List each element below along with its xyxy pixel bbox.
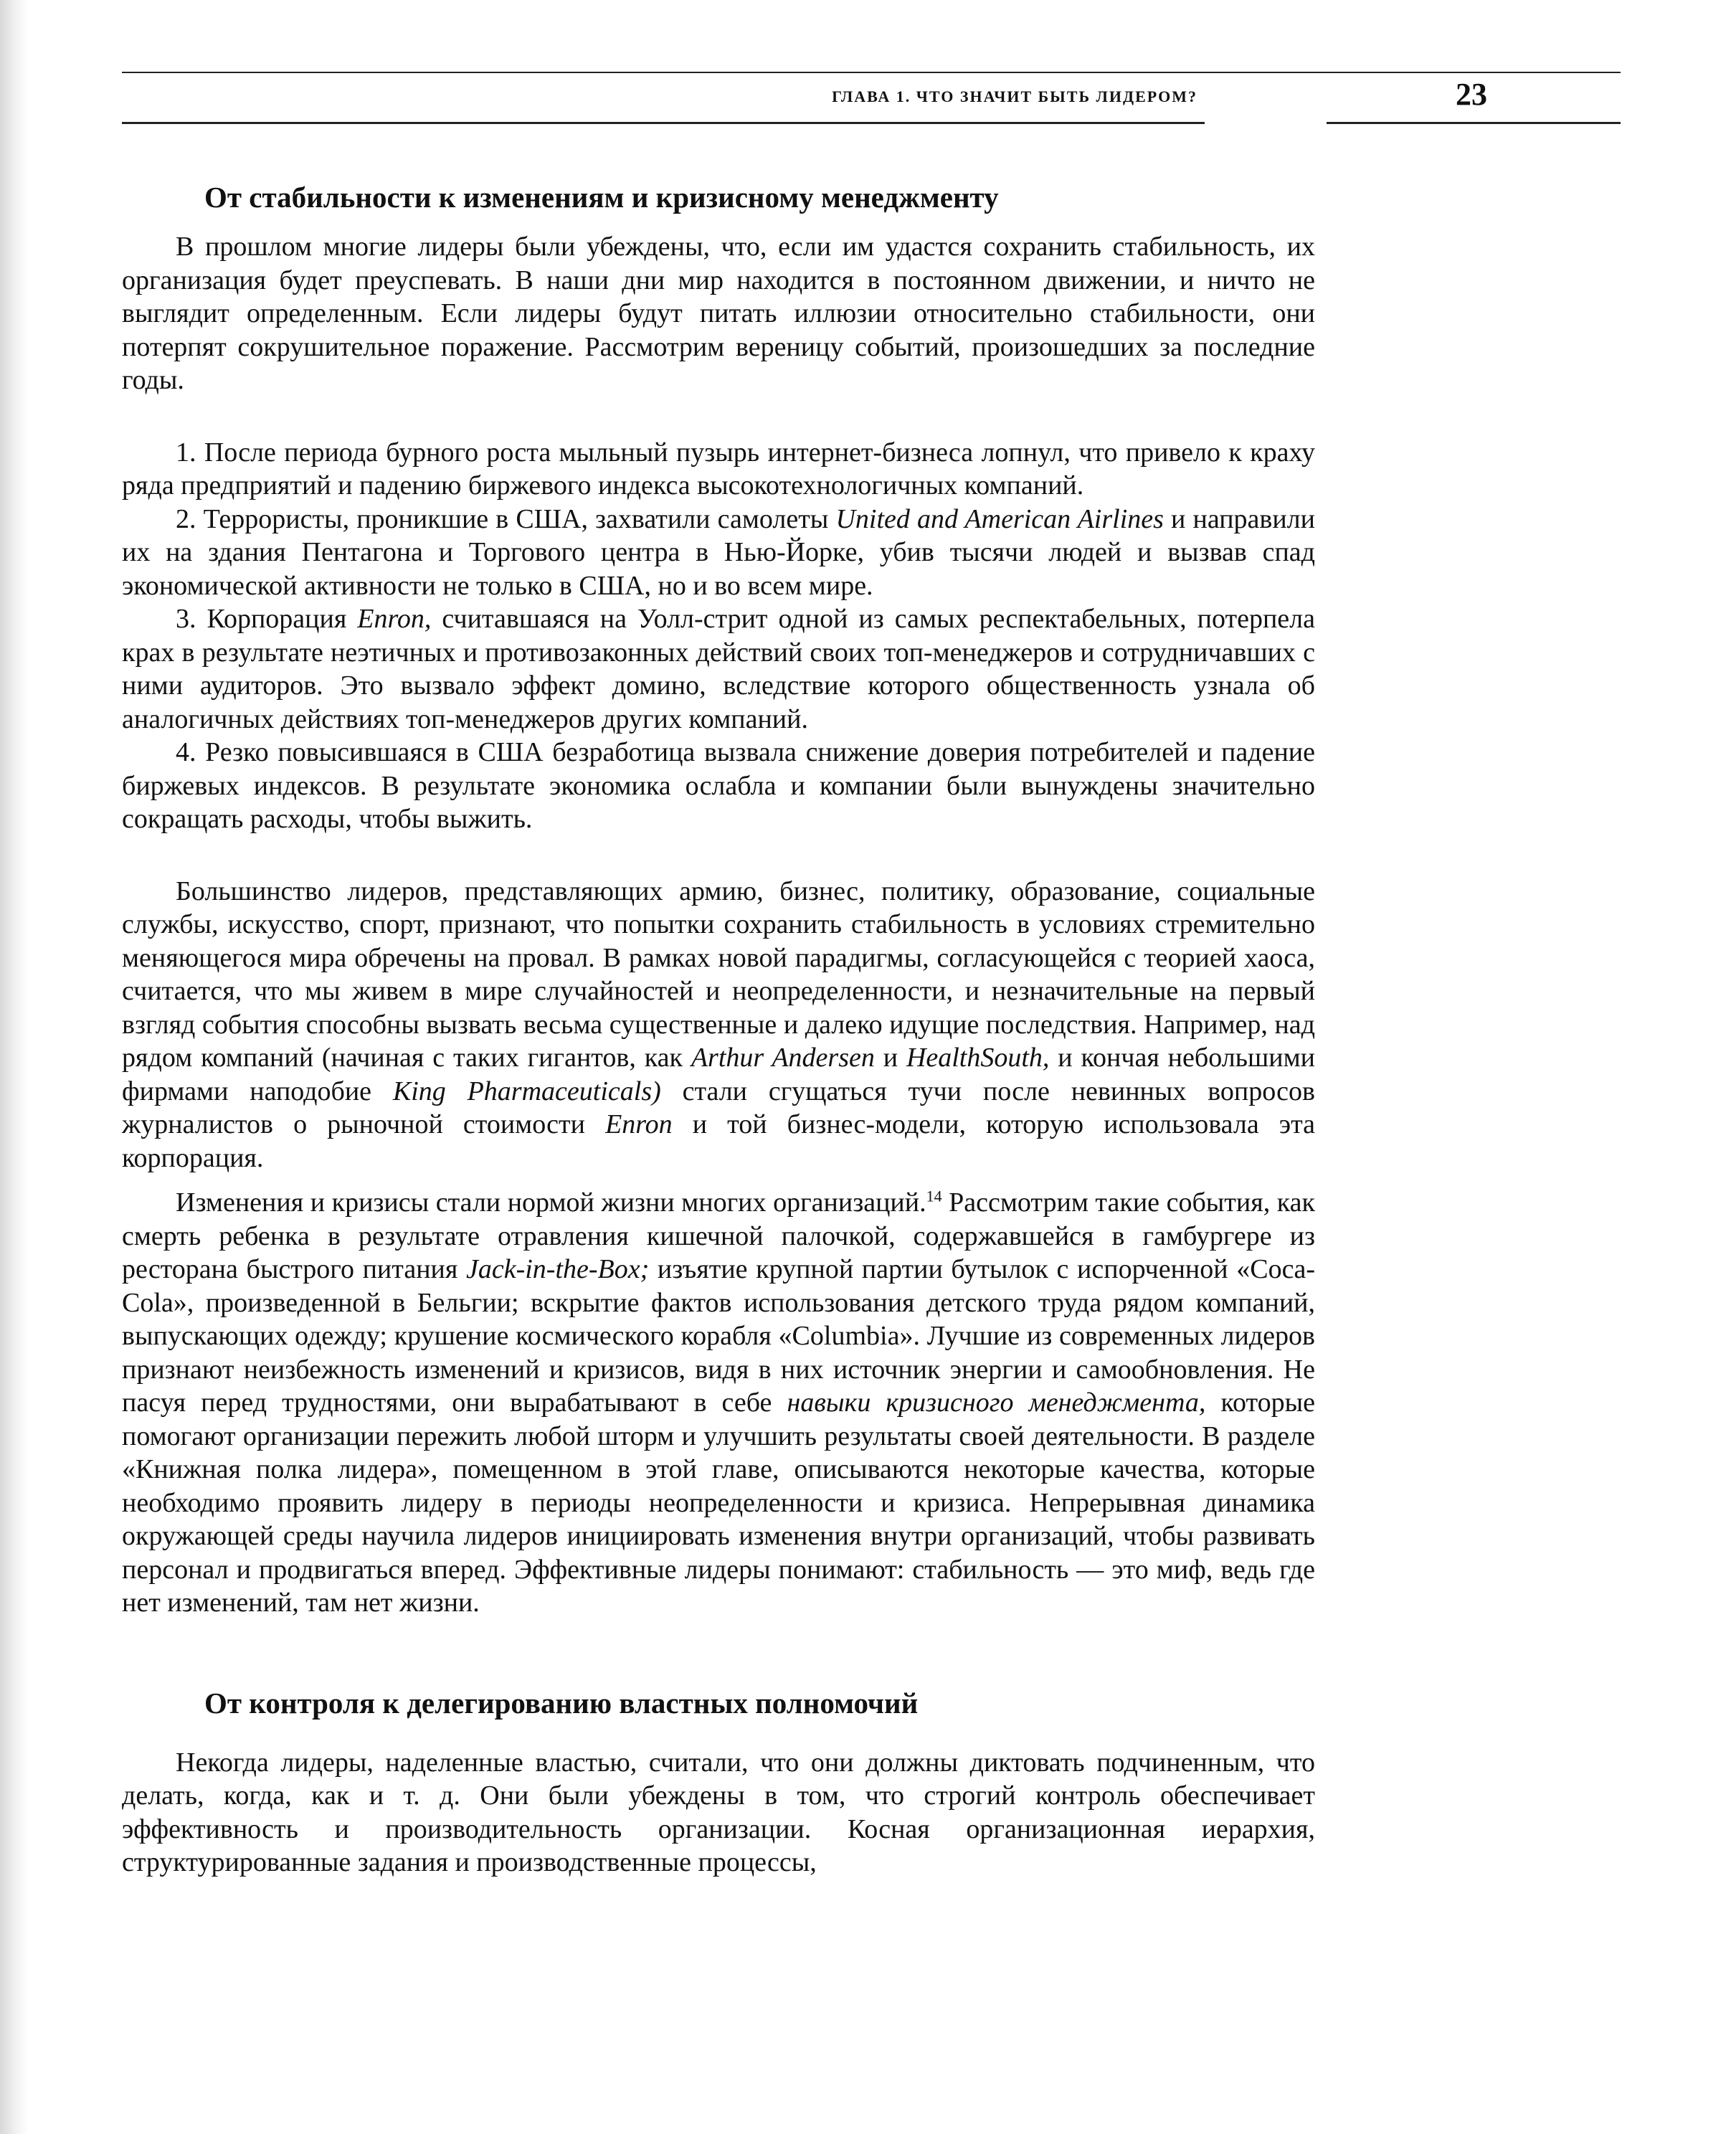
paragraph-chaos-theory: Большинство лидеров, представляющих армию, бизнес, политику, образование, социальные службы, искусство, спорт, признают, что попытки сохранить стабильность в условиях стремительно меняющегося мира обречены на провал. В рамках новой парадигмы, согласующейся с теорией хаоса, считается, что мы живем в мире случайностей и неопределенности, и незначительные на первый взгляд события способны вызвать весьма существенные и далеко идущие последствия. Например, над рядом компаний (начиная с таких гигантов, как Arthur Andersen и HealthSouth, и кончая небольшими фирмами наподобие King Pharmaceuticals) стали сгущаться тучи после невинных вопросов журналистов о рыночной стоимости Enron и той бизнес-модели, которую использовала эта корпорация. <box>122 876 1316 1173</box>
italic-term: навыки кризисного менеджмента, <box>787 1388 1206 1418</box>
paragraph-intro: В прошлом многие лидеры были убеждены, что, если им удастся сохранить стабильность, их организация будет преуспевать. В наши дни мир находится в постоянном движении, и ничто не выглядит определенным. Если лидеры будут питать иллюзии относительно стабильности, они потерпят сокрушительное поражение. Рассмотрим вереницу событий, произошедших за последние годы. <box>122 232 1315 395</box>
paragraph-control: Некогда лидеры, наделенные властью, считали, что они должны диктовать подчиненным, что делать, когда, как и т. д. Они были убеждены в том, что строгий контроль обеспечивает эффективность и производительность организации. Косная организационная иерархия, структурированные задания и производственные процессы, <box>122 1747 1315 1877</box>
italic-term: Enron <box>605 1109 673 1139</box>
footnote-ref: 14 <box>926 1187 942 1205</box>
italic-term: Jack-in-the-Box; <box>465 1254 650 1284</box>
page-number: 23 <box>1456 77 1487 112</box>
section-heading-stability: От стабильности к изменениям и кризисному менеджменту <box>204 181 999 214</box>
list-item: 4. Резко повысившаяся в США безработица вызвала снижение доверия потребителей и падение биржевых индексов. В результате экономика ослабла и компании были вынуждены значительно сокращать расходы, чтобы выжить. <box>122 737 1315 834</box>
italic-term: Enron, <box>357 604 432 634</box>
list-item: 1. После периода бурного роста мыльный пузырь интернет-бизнеса лопнул, что привело к краху ряда предприятий и падению биржевого индекса высокотехнологичных компаний. <box>122 437 1315 501</box>
paragraph-crisis: Изменения и кризисы стали нормой жизни многих организаций.$^{14}$ Рассмотрим такие события, как смерть ребенка в результате отравления кишечной палочкой, содержавшейся в гамбургере из ресторана быстрого питания Jack-in-the-Box; изъятие крупной партии бутылок с испорченной «Coca-Cola», произведенной в Бельгии; вскрытие фактов использования детского труда рядом компаний, выпускающих одежду; крушение космического корабля «Columbia». Лучшие из современных лидеров признают неизбежность изменений и кризисов, видя в них источник энергии и самообновления. Не пасуя перед трудностями, они вырабатывают в себе навыки кризисного менеджмента, которые помогают организации пережить любой шторм и улучшить результаты своей деятельности. В разделе «Книжная полка лидера», помещенном в этой главе, описываются некоторые качества, которые необходимо проявить лидеру в периоды неопределенности и кризиса. Непрерывная динамика окружающей среды научила лидеров инициировать изменения внутри организаций, чтобы развивать персонал и продвигаться вперед. Эффективные лидеры понимают: стабильность — это миф, ведь где нет изменений, там нет жизни. <box>122 1187 1315 1618</box>
page-header <box>122 72 1621 129</box>
header-rule-bottom-left <box>122 122 1205 124</box>
list-item: 2. Террористы, проникшие в США, захватили самолеты United and American Airlines и направили их на здания Пентагона и Торгового центра в Нью-Йорке, убив тысячи людей и вызвав спад экономической активности не только в США, но и во всем мире. <box>122 503 1315 601</box>
page-body <box>122 176 1315 1879</box>
italic-term: United and American Airlines <box>835 503 1164 534</box>
running-head: ГЛАВА 1. ЧТО ЗНАЧИТ БЫТЬ ЛИДЕРОМ? <box>832 87 1197 105</box>
italic-term: HealthSouth, <box>906 1043 1050 1073</box>
section-heading-delegation: От контроля к делегированию властных полномочий <box>204 1686 919 1720</box>
events-list <box>122 436 1315 836</box>
scan-edge-shadow <box>0 0 29 2134</box>
header-rule-top <box>122 72 1621 73</box>
italic-term: King Pharmaceuticals) <box>392 1076 661 1106</box>
header-rule-bottom-right <box>1327 122 1621 124</box>
italic-term: Arthur Andersen <box>691 1043 875 1073</box>
list-item: 3. Корпорация Enron, считавшаяся на Уолл-стрит одной из самых респектабельных, потерпела крах в результате неэтичных и противозаконных действий своих топ-менеджеров и сотрудничавших с ними аудиторов. Это вызвало эффект домино, вследствие которого общественность узнала об аналогичных действиях топ-менеджеров других компаний. <box>122 604 1315 734</box>
